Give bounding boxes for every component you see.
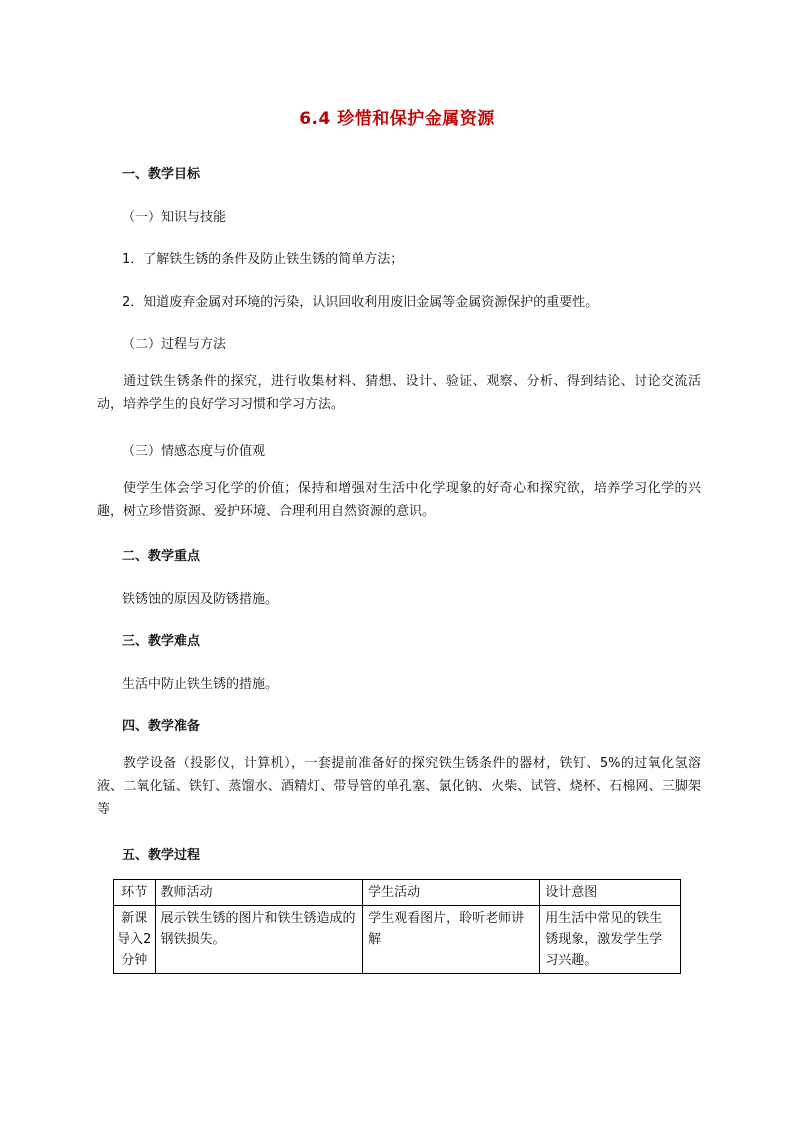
goal-item-2: 2．知道废弃金属对环境的污染，认识回收利用废旧金属等金属资源保护的重要性。 <box>122 295 599 310</box>
subheading-knowledge: （一）知识与技能 <box>122 210 227 225</box>
table-row <box>114 906 681 974</box>
section-heading-difficulty: 三、教学难点 <box>122 634 201 649</box>
difficulty-text: 生活中防止铁生锈的措施。 <box>122 677 279 692</box>
table-header-cell: 环节 <box>114 880 156 906</box>
table-cell-stage: 新课导入2分钟 <box>114 906 156 974</box>
page-title: 6.4 珍惜和保护金属资源 <box>299 109 495 129</box>
table-cell-intent: 用生活中常见的铁生锈现象，激发学生学习兴趣。 <box>540 906 681 974</box>
focus-text: 铁锈蚀的原因及防锈措施。 <box>122 592 279 607</box>
goal-item-1: 1．了解铁生锈的条件及防止铁生锈的简单方法； <box>122 252 404 267</box>
subheading-process: （二）过程与方法 <box>122 337 227 352</box>
attitude-paragraph: 使学生体会学习化学的价值；保持和增强对生活中化学现象的好奇心和探究欲，培养学习化学的兴趣，树立珍惜资源、爱护环境、合理利用自然资源的意识。 <box>97 481 701 519</box>
table-header-cell: 学生活动 <box>363 880 540 906</box>
section-heading-preparation: 四、教学准备 <box>122 719 201 734</box>
table-header-cell: 设计意图 <box>540 880 681 906</box>
preparation-paragraph: 教学设备（投影仪，计算机），一套提前准备好的探究铁生锈条件的器材，铁钉、5%的过氧化氢溶液、二氧化锰、铁钉、蒸馏水、酒精灯、带导管的单孔塞、氯化钠、火柴、试管、烧杯、石棉网、三脚架等 <box>97 756 701 817</box>
table-cell-teacher: 展示铁生锈的图片和铁生锈造成的钢铁损失。 <box>155 906 363 974</box>
table-header-row <box>114 880 681 906</box>
table-cell-student: 学生观看图片，聆听老师讲解 <box>363 906 540 974</box>
section-heading-focus: 二、教学重点 <box>122 549 201 564</box>
section-heading-process: 五、教学过程 <box>122 848 201 863</box>
process-paragraph: 通过铁生锈条件的探究，进行收集材料、猜想、设计、验证、观察、分析、得到结论、讨论交流活动，培养学生的良好学习习惯和学习方法。 <box>97 374 701 412</box>
subheading-attitude: （三）情感态度与价值观 <box>122 444 266 459</box>
teaching-process-table <box>113 879 681 974</box>
table-header-cell: 教师活动 <box>155 880 363 906</box>
section-heading-goals: 一、教学目标 <box>122 167 201 182</box>
